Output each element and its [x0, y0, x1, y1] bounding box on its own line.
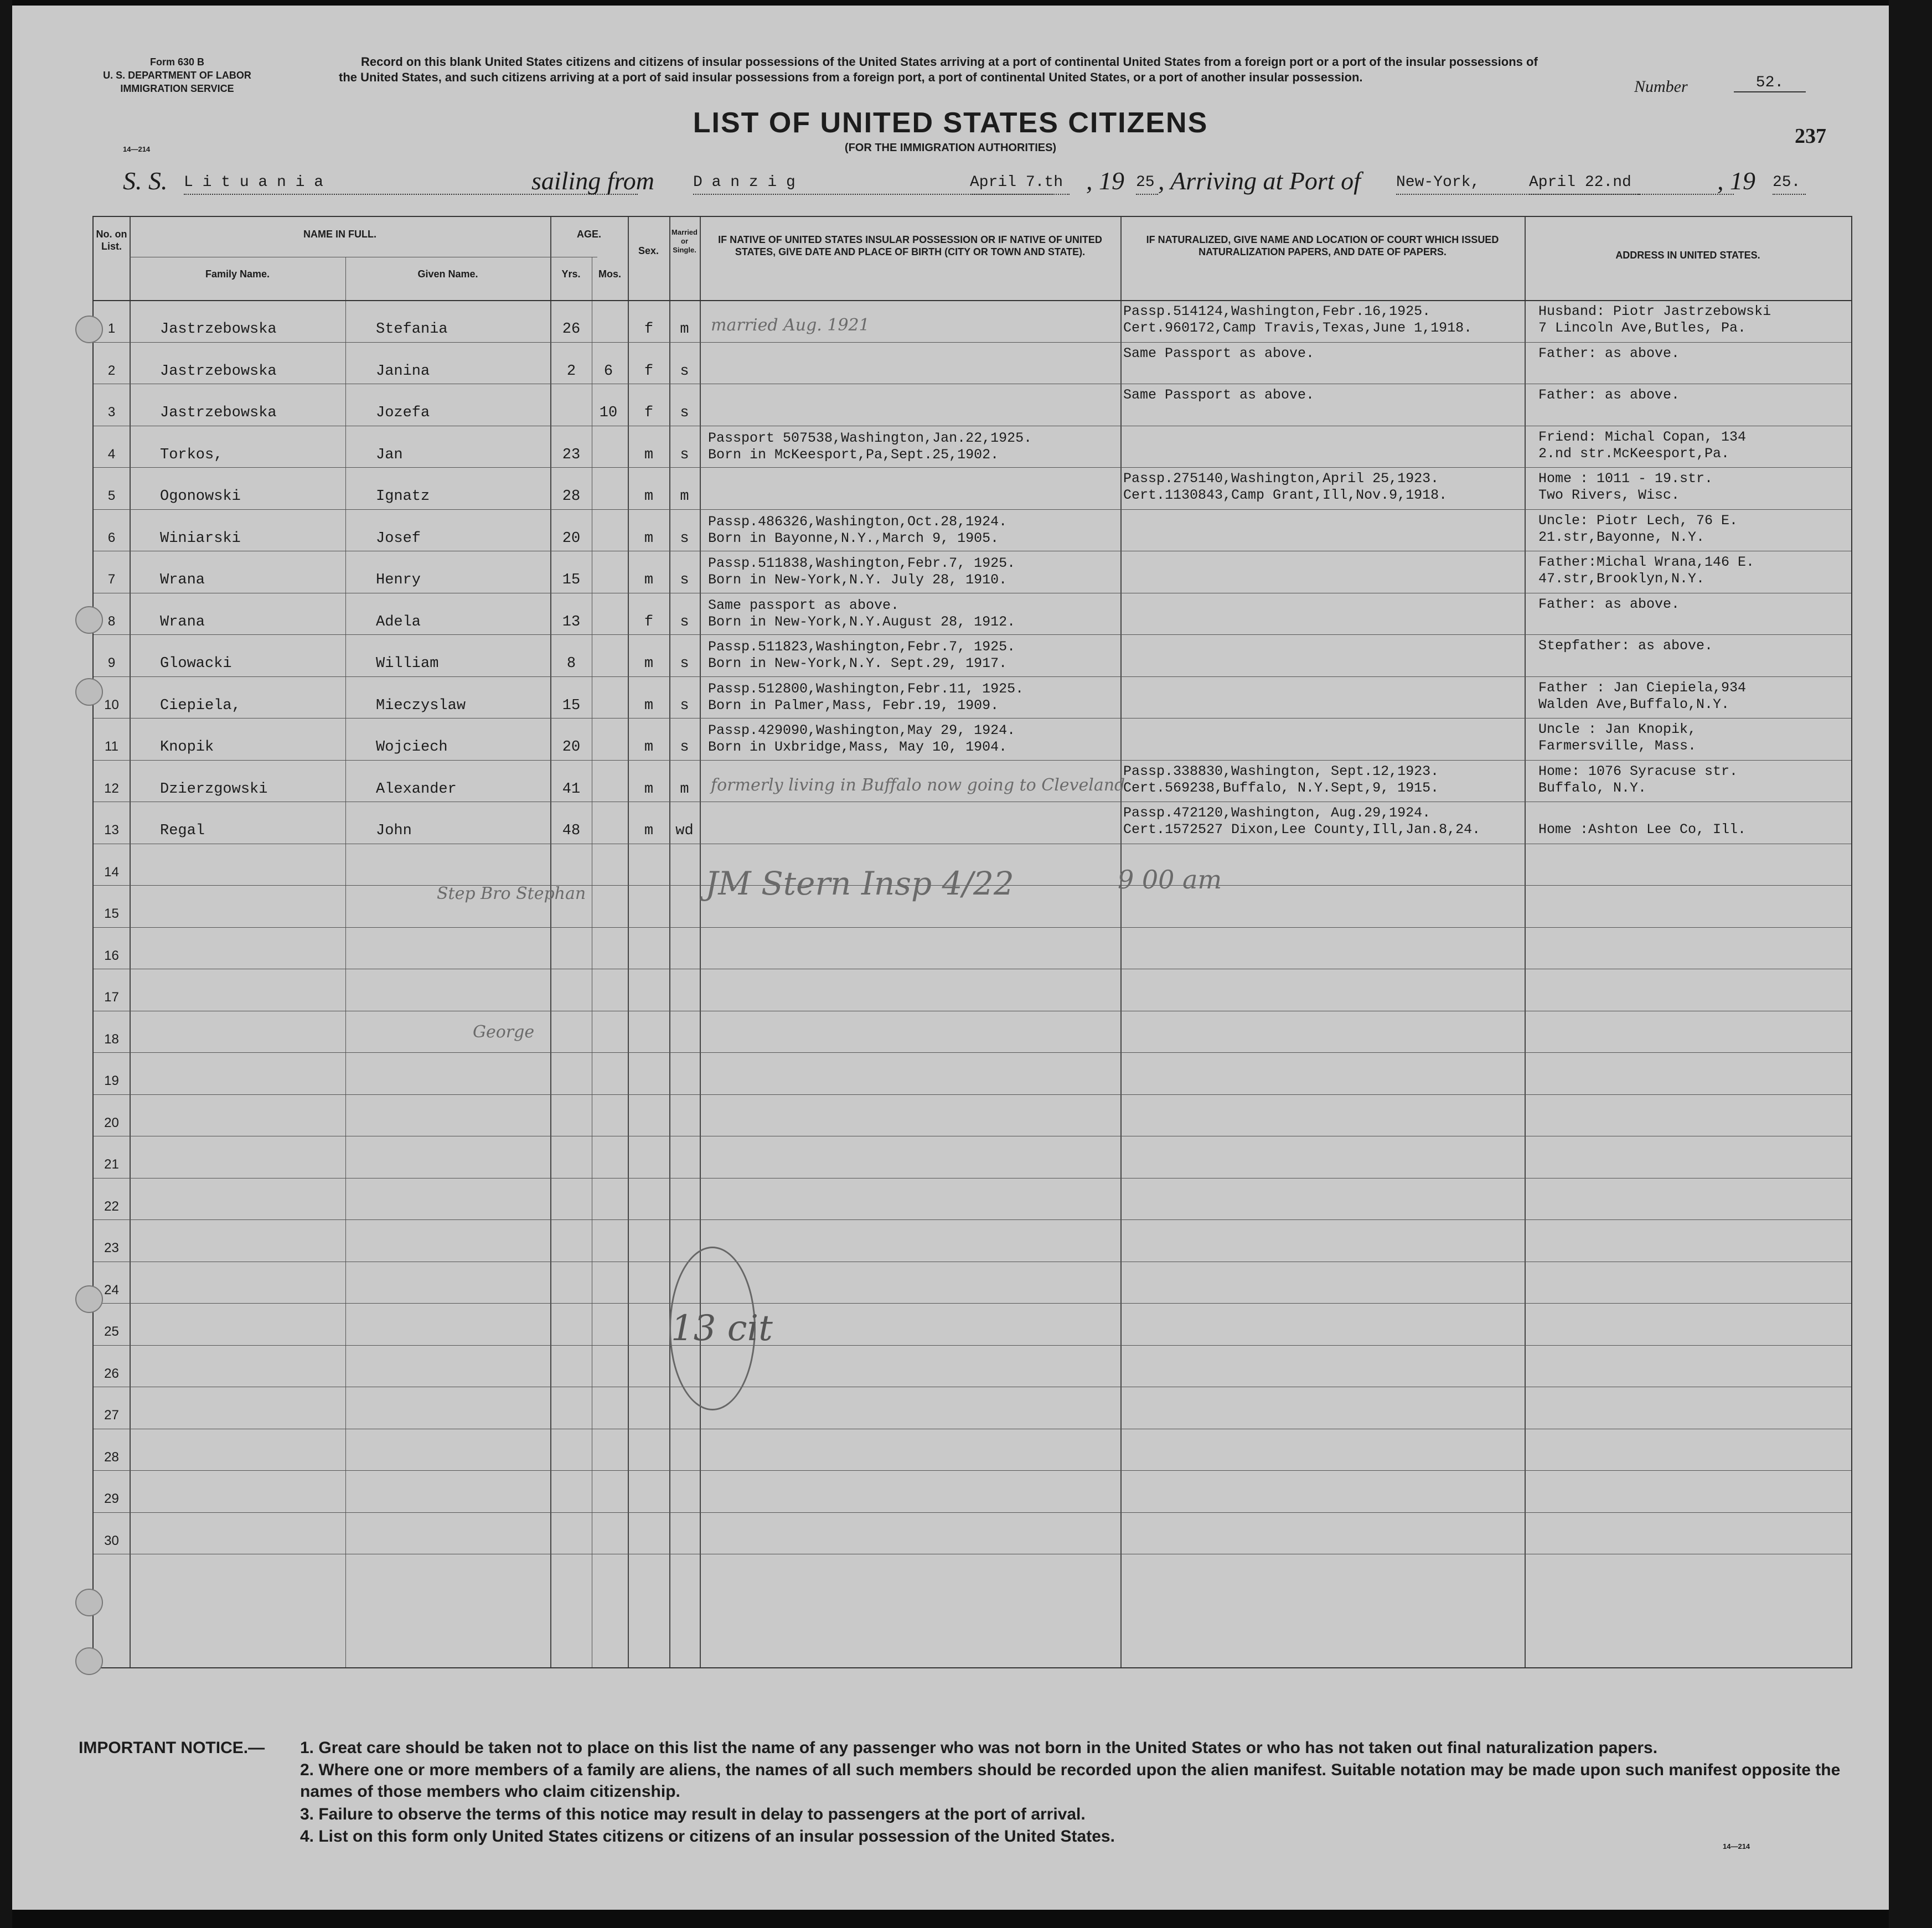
given-name: Adela	[376, 613, 421, 630]
native-birth-line: Born in New-York,N.Y. Sept.29, 1917.	[708, 655, 1008, 671]
table-row	[94, 681, 1851, 722]
header-native: IF NATIVE OF UNITED STATES INSULAR POSSESSION OR IF NATIVE OF UNITED STATES, GIVE DATE AND PLACE OF BIRTH (CITY OR TOWN AND STATE).	[718, 234, 1102, 257]
given-name: Jan	[376, 446, 403, 463]
given-name: Wojciech	[376, 739, 448, 756]
native-handwritten-note: married Aug. 1921	[711, 316, 870, 335]
naturalization-line: Same Passport as above.	[1123, 387, 1315, 403]
native-birth-line: Passp.511838,Washington,Febr.7, 1925.	[708, 555, 1016, 571]
given-name: Mieczyslaw	[376, 697, 466, 714]
table-row	[94, 347, 1851, 388]
sex: m	[644, 697, 654, 714]
native-birth-line: Born in Uxbridge,Mass, May 10, 1904.	[708, 739, 1008, 755]
marital-status: s	[680, 405, 689, 421]
header-naturalized: IF NATURALIZED, GIVE NAME AND LOCATION OF COURT WHICH ISSUED NATURALIZATION PAPERS, AND DATE OF PAPERS.	[1146, 234, 1499, 257]
row-number: 4	[107, 446, 116, 462]
arrival-year-prefix: , 19	[1717, 167, 1755, 195]
given-name: Ignatz	[376, 488, 430, 505]
address-line: Husband: Piotr Jastrzebowski	[1538, 303, 1771, 319]
header-bottom-line	[94, 300, 1851, 301]
header-married: Married or Single.	[671, 228, 698, 254]
given-name: Janina	[376, 363, 430, 380]
row-number: 14	[104, 864, 119, 880]
family-name: Knopik	[160, 739, 214, 756]
port-to: New-York,	[1396, 166, 1640, 195]
row-number: 17	[104, 990, 119, 1005]
family-name: Jastrzebowska	[160, 363, 277, 380]
page-subtitle: (FOR THE IMMIGRATION AUTHORITIES)	[844, 142, 1057, 154]
address-line: 21.str,Bayonne, N.Y.	[1538, 529, 1705, 545]
native-birth-line: Passp.429090,Washington,May 29, 1924.	[708, 722, 1016, 738]
sex: m	[644, 530, 654, 547]
address-line: Father: as above.	[1538, 596, 1680, 612]
service-name: IMMIGRATION SERVICE	[120, 83, 234, 94]
header-yrs: Yrs.	[561, 268, 581, 280]
ss-label: S. S.	[123, 167, 168, 195]
naturalization-line: Cert.1130843,Camp Grant,Ill,Nov.9,1918.	[1123, 487, 1448, 503]
table-row	[94, 722, 1851, 764]
marital-status: s	[680, 613, 689, 630]
table-row	[94, 1140, 1851, 1182]
given-name-note: George	[473, 1022, 535, 1042]
family-name: Jastrzebowska	[160, 405, 277, 421]
row-number: 26	[104, 1366, 119, 1381]
address-line: Friend: Michal Copan, 134	[1538, 428, 1747, 445]
row-number: 1	[107, 321, 116, 336]
given-name: Josef	[376, 530, 421, 547]
marital-status: m	[680, 780, 689, 798]
form-identifier	[83, 55, 271, 95]
marital-status: s	[680, 530, 689, 547]
sail-date: April 7.th	[970, 166, 1070, 195]
native-birth-line: Born in Bayonne,N.Y.,March 9, 1905.	[708, 530, 999, 546]
address-line: Home : 1011 - 19.str.	[1538, 471, 1713, 487]
sex: m	[644, 572, 654, 588]
header-age: AGE.	[576, 229, 601, 240]
marital-status: wd	[675, 823, 694, 839]
table-row	[94, 1266, 1851, 1307]
row-number: 22	[104, 1198, 119, 1214]
family-name: Dzierzgowski	[160, 780, 268, 798]
row-number: 5	[107, 488, 116, 503]
table-row	[94, 514, 1851, 555]
family-name: Ogonowski	[160, 488, 241, 505]
table-row	[94, 304, 1851, 346]
table-row	[94, 388, 1851, 430]
table-row	[94, 430, 1851, 472]
number-label: Number	[1634, 77, 1688, 96]
given-name: Alexander	[376, 780, 457, 798]
sex: m	[644, 488, 654, 505]
row-number: 11	[105, 739, 118, 754]
page-title: LIST OF UNITED STATES CITIZENS	[693, 107, 1208, 139]
family-name: Jastrzebowska	[160, 321, 277, 338]
header-given-name: Given Name.	[417, 268, 478, 280]
citizen-count: 13 cit	[669, 1247, 756, 1410]
inspector-signature: JM Stern Insp 4/22	[705, 865, 1014, 902]
sail-year: 25	[1136, 166, 1158, 195]
address-line: Father:Michal Wrana,146 E.	[1538, 554, 1755, 570]
table-row	[94, 1475, 1851, 1516]
row-number: 24	[104, 1282, 119, 1298]
age-years: 13	[562, 613, 581, 630]
table-row	[94, 1099, 1851, 1140]
table-row	[94, 1350, 1851, 1391]
header-no: No. on List.	[96, 229, 127, 252]
manifest-page	[12, 6, 1889, 1910]
naturalization-line: Passp.472120,Washington, Aug.29,1924.	[1123, 805, 1431, 821]
row-number: 7	[107, 572, 116, 587]
marital-status: s	[680, 446, 689, 463]
table-row	[94, 1391, 1851, 1433]
native-birth-line: Born in New-York,N.Y.August 28, 1912.	[708, 613, 1016, 630]
address-line: Uncle : Jan Knopik,	[1538, 721, 1697, 737]
citizens-table	[92, 216, 1852, 1668]
sex: m	[644, 780, 654, 798]
table-row	[94, 1057, 1851, 1098]
table-row	[94, 1433, 1851, 1475]
naturalization-line: Passp.338830,Washington, Sept.12,1923.	[1123, 763, 1439, 779]
native-birth-line: Same passport as above.	[708, 597, 900, 613]
age-years: 23	[562, 446, 581, 463]
age-years: 20	[562, 530, 581, 547]
punch-hole	[75, 1589, 103, 1616]
address-line: Home :Ashton Lee Co, Ill.	[1538, 821, 1747, 838]
address-line: Two Rivers, Wisc.	[1538, 487, 1680, 503]
age-years: 48	[562, 823, 581, 839]
age-months: 10	[599, 405, 618, 421]
age-years: 20	[562, 739, 581, 756]
age-years: 2	[566, 363, 576, 380]
punch-hole	[75, 1647, 103, 1675]
marital-status: s	[680, 655, 689, 672]
notice-item: 1. Great care should be taken not to place on this list the name of any passenger who was not born in the United States or who has not taken out final naturalization papers.	[300, 1739, 1658, 1757]
table-row	[94, 472, 1851, 513]
native-birth-line: Born in Palmer,Mass, Febr.19, 1909.	[708, 697, 999, 714]
punch-hole	[75, 678, 103, 706]
notice-item: 2. Where one or more members of a family are aliens, the names of all such members should be recorded upon the alien manifest. Suitable notation may be made upon such manifest opposite the names of those members who claim citizenship.	[300, 1761, 1841, 1801]
header-family-name: Family Name.	[205, 268, 270, 280]
table-row	[94, 555, 1851, 597]
native-birth-line: Passp.512800,Washington,Febr.11, 1925.	[708, 680, 1024, 697]
family-name: Ciepiela,	[160, 697, 241, 714]
address-line: Farmersville, Mass.	[1538, 738, 1697, 754]
family-name: Glowacki	[160, 655, 232, 672]
family-name: Wrana	[160, 613, 205, 630]
notice-item: 3. Failure to observe the terms of this notice may result in delay to passengers at the port of arrival.	[300, 1805, 1086, 1823]
row-number: 8	[107, 613, 116, 629]
row-number: 15	[104, 906, 119, 921]
address-line: Walden Ave,Buffalo,N.Y.	[1538, 696, 1730, 712]
header-address: ADDRESS IN UNITED STATES.	[1615, 250, 1760, 261]
sex: f	[644, 613, 654, 630]
sex: f	[644, 405, 654, 421]
sailing-label: sailing from	[531, 167, 654, 195]
address-line: Stepfather: as above.	[1538, 638, 1713, 654]
record-instructions: Record on this blank United States citizens and citizens of insular possessions of the United States arriving at a port of continental United States from a foreign port or a port of the insular possessions of the United States, and such citizens arriving at a port of said insular possessions from a foreign port, a port of continental United States, or a port of another insular possession.	[339, 55, 1538, 84]
page-number: 237	[1795, 125, 1826, 148]
table-row	[94, 932, 1851, 973]
row-number: 13	[104, 823, 119, 838]
naturalization-line: Cert.569238,Buffalo, N.Y.Sept,9, 1915.	[1123, 779, 1439, 796]
native-birth-line: Born in McKeesport,Pa,Sept.25,1902.	[708, 446, 999, 463]
right-page-edge	[1889, 0, 1932, 1928]
voyage-line	[123, 166, 1811, 199]
row-number: 21	[104, 1157, 119, 1172]
naturalization-line: Passp.514124,Washington,Febr.16,1925.	[1123, 303, 1431, 319]
table-row	[94, 1224, 1851, 1265]
port-from: D a n z i g	[693, 166, 1053, 195]
table-row	[94, 764, 1851, 806]
inspection-time: 9 00 am	[1118, 865, 1222, 895]
marital-status: m	[680, 321, 689, 338]
table-row	[94, 597, 1851, 639]
native-birth-line: Passp.486326,Washington,Oct.28,1924.	[708, 513, 1008, 530]
row-number: 29	[104, 1491, 119, 1506]
row-number: 30	[104, 1533, 119, 1548]
naturalization-line: Passp.275140,Washington,April 25,1923.	[1123, 471, 1439, 487]
row-number: 19	[104, 1073, 119, 1088]
row-number: 6	[107, 530, 116, 545]
given-name: Stefania	[376, 321, 448, 338]
age-years: 26	[562, 321, 581, 338]
native-birth-line: Passp.511823,Washington,Febr.7, 1925.	[708, 639, 1016, 655]
age-years: 28	[562, 488, 581, 505]
family-name: Winiarski	[160, 530, 241, 547]
form-code: 14—214	[123, 145, 151, 153]
row-number: 25	[104, 1324, 119, 1339]
table-row	[94, 639, 1851, 680]
table-row	[94, 973, 1851, 1015]
row-number: 20	[104, 1115, 119, 1130]
table-row	[94, 806, 1851, 847]
sex: f	[644, 363, 654, 380]
header-mos: Mos.	[598, 268, 621, 280]
sail-year-prefix: , 19	[1086, 167, 1124, 195]
age-months: 6	[603, 363, 613, 380]
address-line: Home: 1076 Syracuse str.	[1538, 763, 1738, 779]
given-name: Jozefa	[376, 405, 430, 421]
given-name-note: Step Bro Stephan	[437, 884, 586, 903]
address-line: Father: as above.	[1538, 387, 1680, 403]
row-number: 2	[107, 363, 116, 378]
sex: f	[644, 321, 654, 338]
address-line: 7 Lincoln Ave,Butles, Pa.	[1538, 320, 1747, 336]
sex: m	[644, 446, 654, 463]
left-page-edge	[0, 0, 12, 1928]
punch-hole	[75, 316, 103, 343]
family-name: Regal	[160, 823, 205, 839]
row-number: 18	[104, 1031, 119, 1047]
header-name-in-full: NAME IN FULL.	[303, 229, 376, 240]
given-name: William	[376, 655, 439, 672]
given-name: John	[376, 823, 412, 839]
row-number: 9	[107, 655, 116, 670]
row-number: 23	[104, 1240, 119, 1255]
number-value: 52.	[1734, 74, 1806, 92]
table-row	[94, 1015, 1851, 1057]
age-years: 8	[566, 655, 576, 672]
notice-label: IMPORTANT NOTICE.—	[79, 1739, 265, 1757]
address-line: Father: as above.	[1538, 345, 1680, 361]
sex: m	[644, 823, 654, 839]
table-row	[94, 1517, 1851, 1558]
punch-hole	[75, 606, 103, 634]
table-row	[94, 1307, 1851, 1349]
address-line: 47.str,Brooklyn,N.Y.	[1538, 571, 1705, 587]
address-line: Uncle: Piotr Lech, 76 E.	[1538, 512, 1738, 529]
row-number: 12	[104, 780, 119, 796]
ship-name: L i t u a n i a	[184, 166, 638, 195]
row-number: 27	[104, 1408, 119, 1423]
table-row	[94, 1182, 1851, 1224]
naturalization-line: Cert.1572527 Dixon,Lee County,Ill,Jan.8,24.	[1123, 821, 1481, 838]
arriving-label: , Arriving at Port of	[1158, 167, 1361, 195]
header-sex: Sex.	[638, 245, 659, 256]
naturalization-line: Same Passport as above.	[1123, 345, 1315, 361]
address-line: Buffalo, N.Y.	[1538, 779, 1647, 796]
marital-status: s	[680, 572, 689, 588]
family-name: Torkos,	[160, 446, 223, 463]
marital-status: s	[680, 739, 689, 756]
marital-status: s	[680, 697, 689, 714]
address-line: 2.nd str.McKeesport,Pa.	[1538, 445, 1730, 462]
native-birth-line: Passport 507538,Washington,Jan.22,1925.	[708, 430, 1032, 446]
row-number: 3	[107, 405, 116, 420]
sex: m	[644, 655, 654, 672]
native-handwritten-note: formerly living in Buffalo now going to Cleveland	[711, 775, 1125, 795]
department-name: U. S. DEPARTMENT OF LABOR	[103, 70, 251, 81]
age-years: 15	[562, 697, 581, 714]
given-name: Henry	[376, 572, 421, 588]
punch-hole	[75, 1285, 103, 1313]
form-number: Form 630 B	[149, 56, 205, 68]
family-name: Wrana	[160, 572, 205, 588]
native-birth-line: Born in New-York,N.Y. July 28, 1910.	[708, 572, 1008, 588]
row-number: 16	[104, 948, 119, 963]
naturalization-line: Cert.960172,Camp Travis,Texas,June 1,1918.	[1123, 320, 1473, 336]
sex: m	[644, 739, 654, 756]
marital-status: m	[680, 488, 689, 505]
row-number: 28	[104, 1449, 119, 1465]
notice-item: 4. List on this form only United States citizens or citizens of an insular possession of the United States.	[300, 1827, 1115, 1846]
age-years: 41	[562, 780, 581, 798]
row-number: 10	[104, 697, 119, 712]
age-years: 15	[562, 572, 581, 588]
marital-status: s	[680, 363, 689, 380]
footer-form-code: 14—214	[1723, 1842, 1750, 1851]
address-line: Father : Jan Ciepiela,934	[1538, 679, 1747, 696]
arrival-year: 25.	[1773, 166, 1806, 195]
arrival-date: April 22.nd	[1529, 166, 1734, 195]
